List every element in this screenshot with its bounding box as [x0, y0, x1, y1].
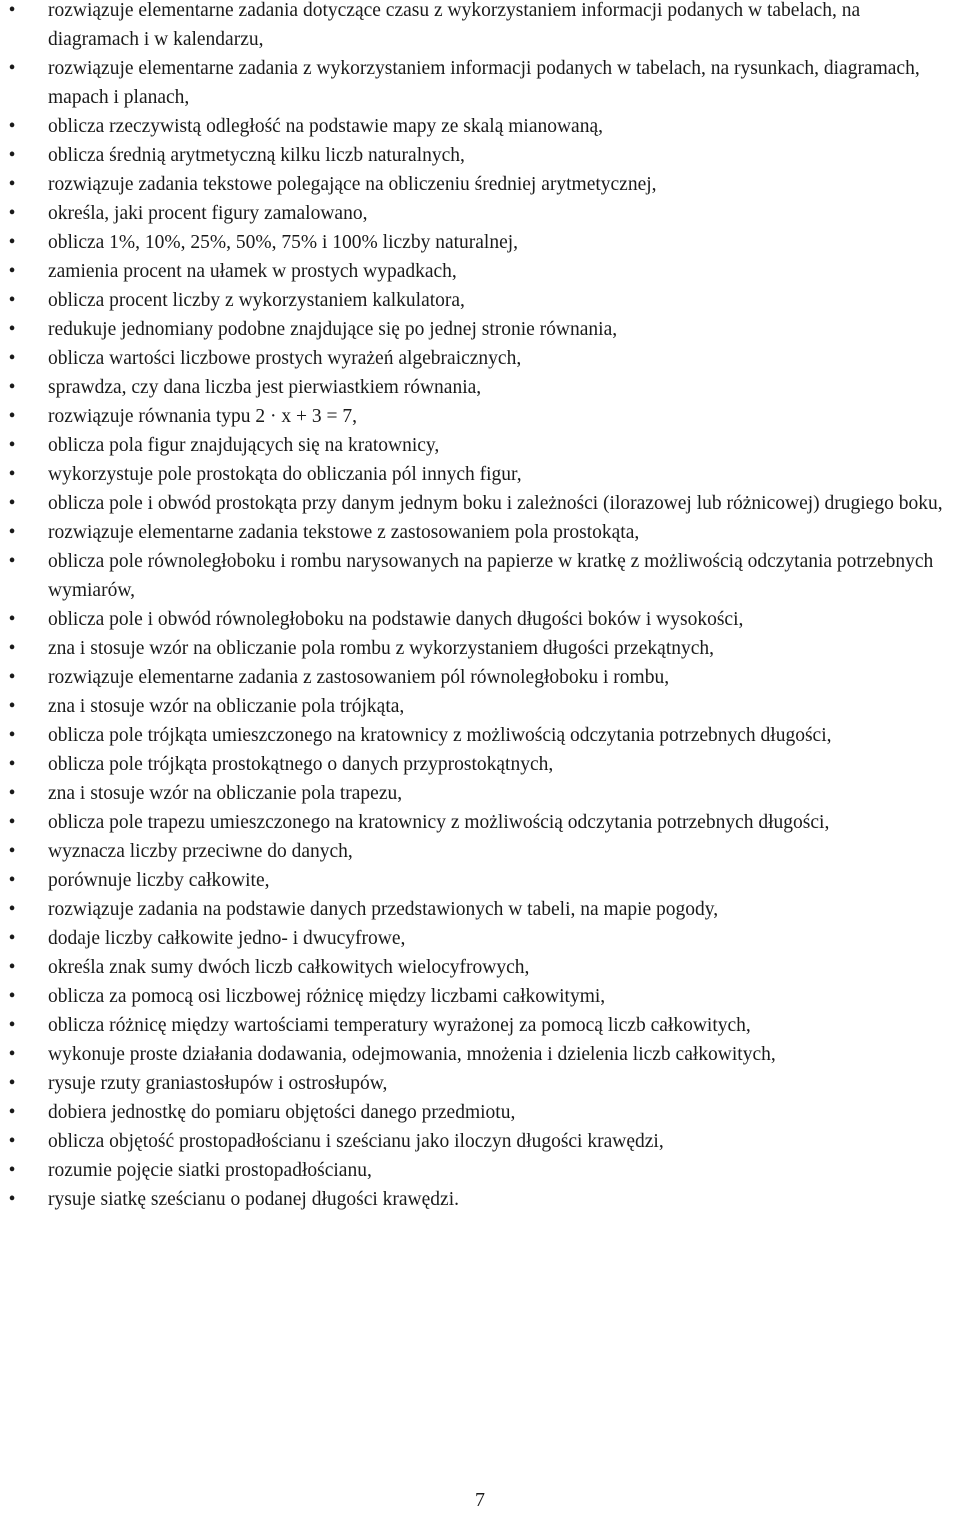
list-item-text: rozwiązuje równania typu 2 · x + 3 = 7,: [48, 406, 357, 427]
list-item-text: rozwiązuje elementarne zadania dotyczące czasu z wykorzystaniem informacji podanych w tabelach, na diagramach i w kalendarzu,: [48, 0, 861, 50]
bullet-marker: •: [8, 58, 16, 79]
list-item-text: zna i stosuje wzór na obliczanie pola rombu z wykorzystaniem długości przekątnych,: [48, 638, 715, 659]
bullet-marker: •: [8, 1160, 16, 1181]
bullet-marker: •: [8, 116, 16, 137]
list-item: [4, 953, 954, 982]
bullet-marker: •: [8, 1131, 16, 1152]
list-item-text: rysuje rzuty graniastosłupów i ostrosłupów,: [48, 1073, 388, 1094]
bullet-marker: •: [8, 406, 16, 427]
list-item: [4, 1098, 954, 1127]
list-item-text: wykorzystuje pole prostokąta do obliczania pól innych figur,: [48, 464, 522, 485]
list-item-text: rozwiązuje zadania na podstawie danych przedstawionych w tabeli, na mapie pogody,: [48, 899, 719, 920]
list-item: [4, 431, 954, 460]
list-item: [4, 663, 954, 692]
list-item-text: oblicza procent liczby z wykorzystaniem kalkulatora,: [48, 290, 465, 311]
bullet-marker: •: [8, 348, 16, 369]
list-item-text: zna i stosuje wzór na obliczanie pola trójkąta,: [48, 696, 405, 717]
list-item: [4, 1011, 954, 1040]
list-item: [4, 837, 954, 866]
list-item: [4, 228, 954, 257]
bullet-marker: •: [8, 986, 16, 1007]
list-item: [4, 895, 954, 924]
list-item: [4, 373, 954, 402]
list-item: [4, 460, 954, 489]
bullet-marker: •: [8, 696, 16, 717]
bullet-marker: •: [8, 377, 16, 398]
list-item: [4, 489, 954, 518]
bullet-marker: •: [8, 667, 16, 688]
list-item: [4, 1127, 954, 1156]
list-item-text: zna i stosuje wzór na obliczanie pola trapezu,: [48, 783, 403, 804]
bullet-marker: •: [8, 812, 16, 833]
list-item: [4, 0, 954, 54]
list-item-text: rysuje siatkę sześcianu o podanej długości krawędzi.: [48, 1189, 459, 1210]
bullet-marker: •: [8, 1102, 16, 1123]
bullet-marker: •: [8, 232, 16, 253]
list-item-text: oblicza pole trapezu umieszczonego na kratownicy z możliwością odczytania potrzebnych długości,: [48, 812, 830, 833]
list-item-text: oblicza pole trójkąta umieszczonego na kratownicy z możliwością odczytania potrzebnych długości,: [48, 725, 832, 746]
bullet-marker: •: [8, 551, 16, 572]
bullet-marker: •: [8, 290, 16, 311]
list-item-text: wykonuje proste działania dodawania, odejmowania, mnożenia i dzielenia liczb całkowitych,: [48, 1044, 776, 1065]
list-item-text: rozwiązuje elementarne zadania tekstowe z zastosowaniem pola prostokąta,: [48, 522, 640, 543]
bullet-marker: •: [8, 174, 16, 195]
list-item-text: rozumie pojęcie siatki prostopadłościanu,: [48, 1160, 372, 1181]
list-item: [4, 344, 954, 373]
list-item-text: dobiera jednostkę do pomiaru objętości danego przedmiotu,: [48, 1102, 516, 1123]
bullet-marker: •: [8, 841, 16, 862]
bullet-marker: •: [8, 609, 16, 630]
bullet-marker: •: [8, 203, 16, 224]
list-item-text: oblicza średnią arytmetyczną kilku liczb naturalnych,: [48, 145, 465, 166]
list-item-text: oblicza pole równoległoboku i rombu narysowanych na papierze w kratkę z możliwością odczytania potrzebnych wymiarów,: [48, 551, 934, 601]
list-item-text: oblicza różnicę między wartościami temperatury wyrażonej za pomocą liczb całkowitych,: [48, 1015, 751, 1036]
list-item: [4, 866, 954, 895]
bullet-marker: •: [8, 754, 16, 775]
list-item: [4, 54, 954, 112]
list-item: [4, 518, 954, 547]
bullet-marker: •: [8, 1073, 16, 1094]
list-item-text: redukuje jednomiany podobne znajdujące się po jednej stronie równania,: [48, 319, 618, 340]
list-item-text: oblicza pole i obwód prostokąta przy danym jednym boku i zależności (ilorazowej lub różnicowej) drugiego boku,: [48, 493, 943, 514]
list-item-text: wyznacza liczby przeciwne do danych,: [48, 841, 353, 862]
list-item: [4, 286, 954, 315]
bullet-marker: •: [8, 522, 16, 543]
requirements-list: [4, 0, 954, 1214]
list-item-text: określa, jaki procent figury zamalowano,: [48, 203, 368, 224]
list-item: [4, 315, 954, 344]
list-item-text: dodaje liczby całkowite jedno- i dwucyfrowe,: [48, 928, 406, 949]
bullet-marker: •: [8, 783, 16, 804]
list-item: [4, 634, 954, 663]
bullet-marker: •: [8, 638, 16, 659]
page-number: 7: [475, 1489, 485, 1511]
bullet-marker: •: [8, 319, 16, 340]
list-item: [4, 547, 954, 605]
list-item: [4, 141, 954, 170]
list-item-text: rozwiązuje zadania tekstowe polegające na obliczeniu średniej arytmetycznej,: [48, 174, 657, 195]
list-item: [4, 605, 954, 634]
list-item: [4, 779, 954, 808]
bullet-marker: •: [8, 899, 16, 920]
bullet-marker: •: [8, 145, 16, 166]
bullet-marker: •: [8, 464, 16, 485]
list-item-text: oblicza 1%, 10%, 25%, 50%, 75% i 100% liczby naturalnej,: [48, 232, 519, 253]
list-item: [4, 808, 954, 837]
list-item-text: zamienia procent na ułamek w prostych wypadkach,: [48, 261, 457, 282]
list-item-text: rozwiązuje elementarne zadania z zastosowaniem pól równoległoboku i rombu,: [48, 667, 670, 688]
list-item: [4, 982, 954, 1011]
list-item: [4, 692, 954, 721]
list-item: [4, 257, 954, 286]
list-item-text: oblicza pola figur znajdujących się na kratownicy,: [48, 435, 440, 456]
bullet-marker: •: [8, 435, 16, 456]
bullet-marker: •: [8, 957, 16, 978]
list-item-text: określa znak sumy dwóch liczb całkowitych wielocyfrowych,: [48, 957, 530, 978]
list-item-text: oblicza objętość prostopadłościanu i sześcianu jako iloczyn długości krawędzi,: [48, 1131, 664, 1152]
list-item: [4, 170, 954, 199]
bullet-marker: •: [8, 725, 16, 746]
list-item-text: oblicza pole i obwód równoległoboku na podstawie danych długości boków i wysokości,: [48, 609, 744, 630]
bullet-marker: •: [8, 493, 16, 514]
list-item: [4, 1040, 954, 1069]
list-item: [4, 1069, 954, 1098]
list-item: [4, 402, 954, 431]
bullet-marker: •: [8, 1189, 16, 1210]
list-item: [4, 1156, 954, 1185]
list-item-text: sprawdza, czy dana liczba jest pierwiastkiem równania,: [48, 377, 482, 398]
list-item: [4, 112, 954, 141]
bullet-marker: •: [8, 1015, 16, 1036]
bullet-marker: •: [8, 870, 16, 891]
bullet-marker: •: [8, 928, 16, 949]
list-item-text: oblicza wartości liczbowe prostych wyrażeń algebraicznych,: [48, 348, 522, 369]
bullet-marker: •: [8, 261, 16, 282]
list-item: [4, 721, 954, 750]
bullet-marker: •: [8, 1044, 16, 1065]
list-item: [4, 924, 954, 953]
list-item-text: porównuje liczby całkowite,: [48, 870, 270, 891]
list-item: [4, 1185, 954, 1214]
list-item-text: oblicza pole trójkąta prostokątnego o danych przyprostokątnych,: [48, 754, 554, 775]
list-item-text: oblicza rzeczywistą odległość na podstawie mapy ze skalą mianowaną,: [48, 116, 603, 137]
list-item: [4, 199, 954, 228]
list-item-text: rozwiązuje elementarne zadania z wykorzystaniem informacji podanych w tabelach, na rysunkach, diagramach, mapach i planach,: [48, 58, 920, 108]
list-item: [4, 750, 954, 779]
bullet-marker: •: [8, 0, 16, 21]
list-item-text: oblicza za pomocą osi liczbowej różnicę między liczbami całkowitymi,: [48, 986, 606, 1007]
